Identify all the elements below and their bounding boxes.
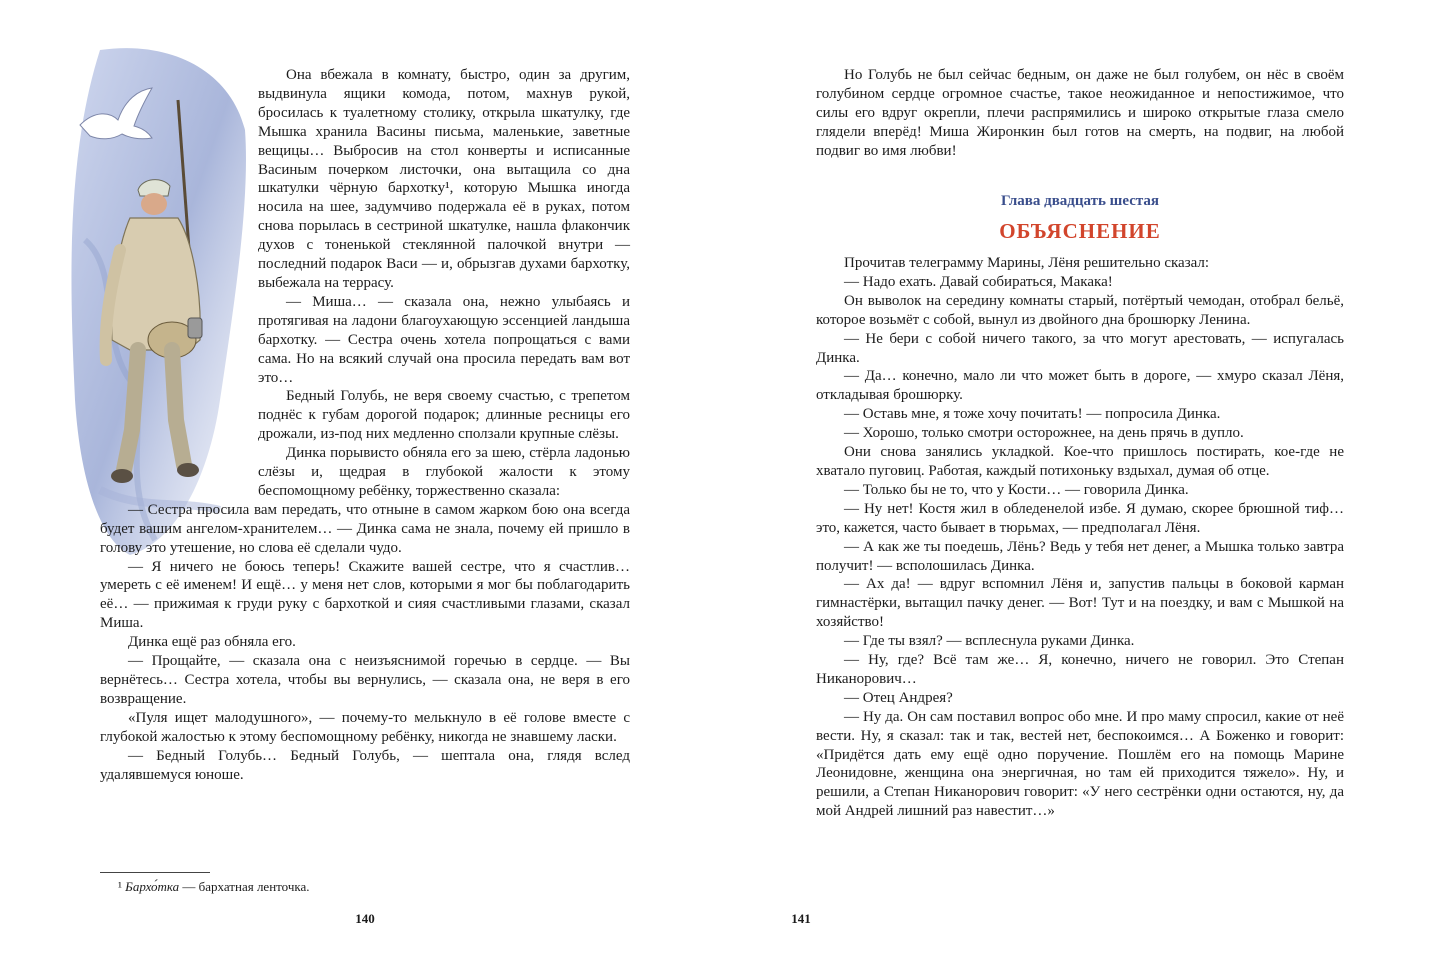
paragraph: Динка порывисто обняла его за шею, стёрла ладонью слёзы и, щедрая в глубокой жалости к этому беспомощному ребёнку, торжественно сказала:	[258, 445, 630, 499]
paragraph: — Да… конечно, мало ли что может быть в дороге, — хмуро сказал Лёня, откладывая брошюрку.	[816, 368, 1344, 404]
paragraph: «Пуля ищет малодушного», — почему-то мелькнуло в её голове вместе с глубокой жалостью к этому беспомощному ребёнку, никогда не знавшему ласки.	[100, 709, 630, 745]
paragraph: — А как же ты поедешь, Лёнь? Ведь у тебя нет денег, а Мышка только завтра получит! — всполошилась Динка.	[816, 538, 1344, 574]
paragraph: — Хорошо, только смотри осторожнее, на день прячь в дупло.	[844, 425, 1244, 442]
paragraph: — Прощайте, — сказала она с неизъяснимой горечью в сердце. — Вы вернётесь… Сестра хотела, чтобы вы вернулись, — сказала она, не веря в его возвращение.	[100, 653, 630, 707]
paragraph: Она вбежала в комнату, быстро, один за другим, выдвинула ящики комода, потом, махнув рукой, бросилась к туалетному столику, открыла шкатулку, где Мышка хранила Васины письма, маленькие, заветные вещицы… Выбросив на стол конверты и исписанные Васиным почерком листочки, она вытащила со дна шкатулки чёрную бархотку¹, которую Мышка иногда носила на шее, задумчиво подержала её в руках, потом снова порылась в сестриной шкатулке, нашла флакончик духов с тоненькой стеклянной палочкой внутри — последний подарок Васи — и, обрызгав духами бархотку, выбежала на террасу.	[258, 67, 630, 291]
paragraph: Прочитав телеграмму Марины, Лёня решительно сказал:	[844, 255, 1210, 271]
paragraph: — Ах да! — вдруг вспомнил Лёня и, запустив пальцы в боковой карман гимнастёрки, вытащил пачку денег. — Вот! Тут и на поездку, и вам с Мышкой на хозяйство!	[816, 576, 1344, 631]
paragraph: — Миша… — сказала она, нежно улыбаясь и протягивая на ладони благоухающую эссенцией ландыша бархотку. — Сестра очень хотела попрощаться с вами сама. Но на всякий случай она просила передать вам вот это…	[258, 293, 630, 386]
chapter-title: ОБЪЯСНЕНИЕ	[999, 219, 1161, 243]
footnote	[118, 879, 310, 895]
paragraph: Динка ещё раз обняла его.	[128, 634, 296, 651]
page-number-left: 140	[355, 911, 375, 926]
paragraph: — Ну, где? Всё там же… Я, конечно, ничего не говорил. Это Степан Никанорович…	[816, 652, 1344, 687]
footnote-definition: — бархатная ленточка.	[179, 879, 310, 894]
paragraph: Они снова занялись укладкой. Кое-что пришлось постирать, кое-где не хватало пуговиц. Работая, каждый потихоньку вздыхал, думая об отце.	[816, 444, 1344, 479]
paragraph: — Я ничего не боюсь теперь! Скажите вашей сестре, что я счастлив… умереть с её именем! И ещё… у меня нет слов, которыми я мог бы поблагодарить её… — прижимая к груди руку с бархоткой и сияя счастливыми глазами, сказал Миша.	[100, 558, 630, 632]
page-number-right: 141	[791, 911, 811, 926]
paragraph: — Не бери с собой ничего такого, за что могут арестовать, — испугалась Динка.	[816, 330, 1344, 366]
footnote-term: Бархо́тка	[125, 879, 180, 894]
footnote-rule	[100, 872, 210, 873]
paragraph: Но Голубь не был сейчас бедным, он даже не был голубем, он нёс в своём голубином сердце огромное счастье, такое неожиданное и непостижимое, что силы его вдруг окрепли, плечи распрямились и широко открытые глаза смело глядели вперёд! Миша Жиронкин был готов на смерть, на подвиг, на любой подвиг во имя любви!	[816, 67, 1344, 159]
paragraph: — Только бы не то, что у Кости… — говорила Динка.	[844, 481, 1189, 498]
right-page	[723, 0, 1445, 977]
paragraph: — Сестра просила вам передать, что отныне в самом жарком бою она всегда будет вашим ангелом-хранителем… — Динка сама не знала, почему ей пришло в голову это утешение, но слова её сделали чудо.	[100, 501, 630, 556]
paragraph: — Оставь мне, я тоже хочу почитать! — попросила Динка.	[844, 406, 1221, 423]
paragraph: — Надо ехать. Давай собираться, Макака!	[844, 273, 1113, 290]
paragraph: — Отец Андрея?	[844, 689, 953, 706]
footnote-mark: ¹	[118, 879, 122, 894]
left-body-text	[100, 66, 630, 784]
paragraph: — Бедный Голубь… Бедный Голубь, — шептала она, глядя вслед удалявшемуся юноше.	[100, 747, 630, 783]
right-intro-text	[816, 66, 1344, 161]
paragraph: Он выволок на середину комнаты старый, потёртый чемодан, отобрал бельё, которое возьмёт с собой, вынул из двойного дна брошюрку Ленина.	[816, 292, 1344, 328]
paragraph: Бедный Голубь, не веря своему счастью, с трепетом поднёс к губам дорогой подарок; длинные ресницы его дрожали, из-под них медленно сползали крупные слёзы.	[258, 388, 630, 443]
left-page	[0, 0, 722, 977]
paragraph: — Ну да. Он сам поставил вопрос обо мне. И про маму спросил, какие от неё вести. Ну, я сказал: так и так, вестей нет, беспокоимся… А Боженко и говорит: «Придётся дать ему ещё одно поручение. Пошлём его на помощь Марине Леонидовне, женщина она энергичная, но там ей приходится тяжело». Ну, и решили, а Степан Никанорович говорит: «У него сестрёнки одни остаются, ну, да мой Андрей лишний раз навестит…»	[816, 708, 1344, 820]
right-body-text	[816, 254, 1344, 821]
paragraph: — Ну нет! Костя жил в обледенелой избе. Я думаю, скорее брюшной тиф… это, кажется, часто бывает в тюрьмах, — предполагал Лёня.	[816, 500, 1344, 536]
paragraph: — Где ты взял? — всплеснула руками Динка.	[844, 633, 1135, 650]
chapter-subtitle: Глава двадцать шестая	[1000, 193, 1160, 209]
